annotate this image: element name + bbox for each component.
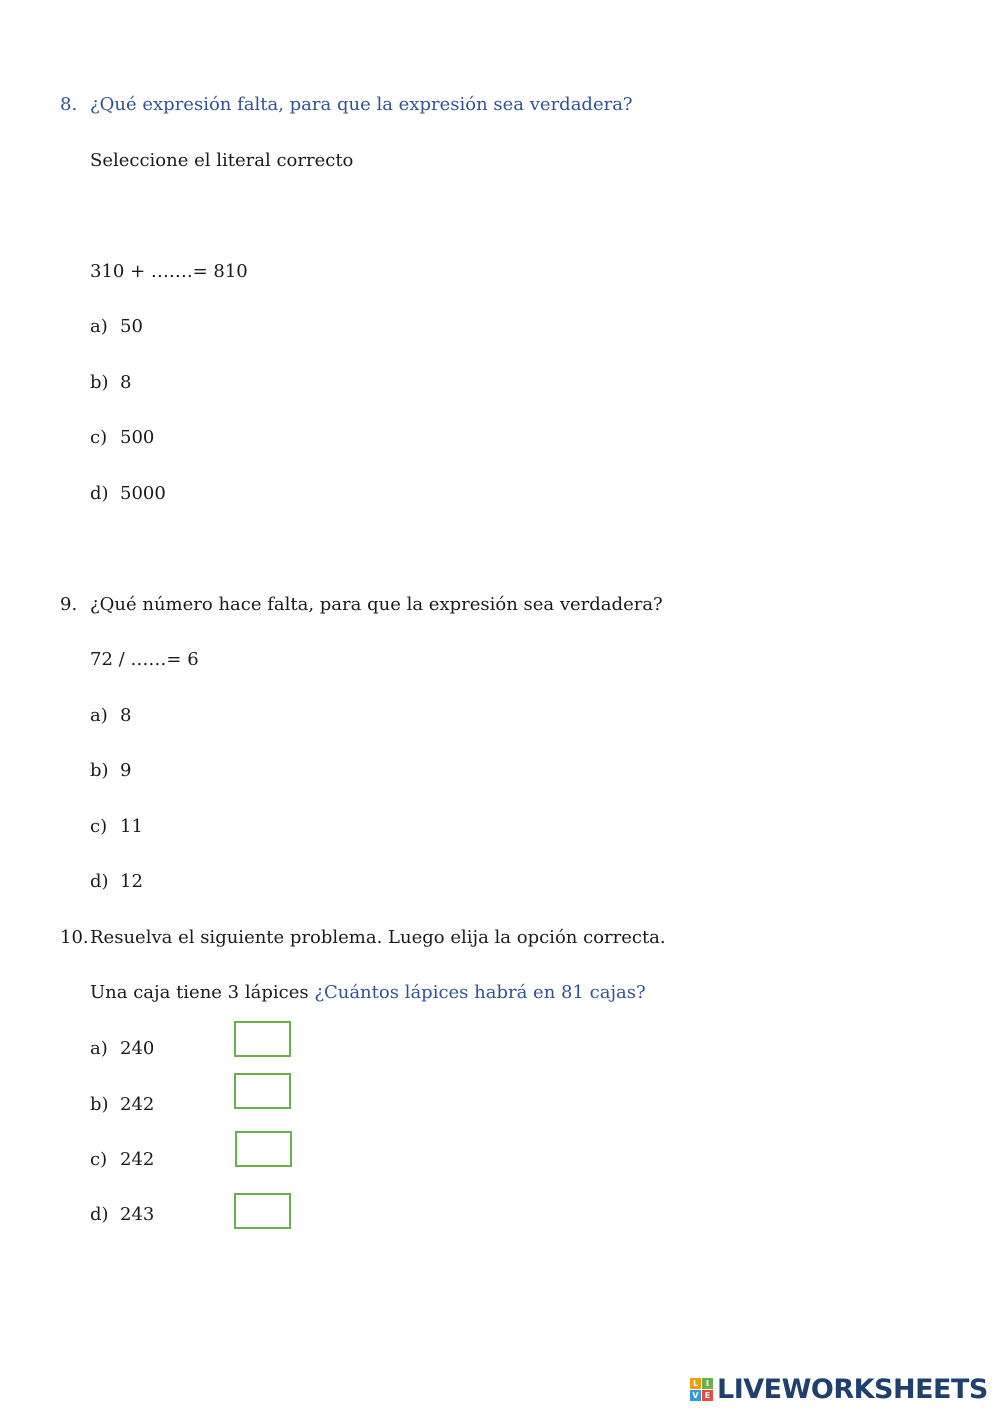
question-8-option-c[interactable] <box>90 427 154 449</box>
option-letter: a) <box>90 1038 108 1059</box>
option-value: 243 <box>120 1204 155 1225</box>
question-8-text: ¿Qué expresión falta, para que la expresión sea verdadera? <box>90 94 633 115</box>
question-9-option-b[interactable] <box>90 760 131 782</box>
logo-mark-i: I <box>702 1378 713 1389</box>
option-letter: c) <box>90 1149 108 1170</box>
question-9 <box>60 594 663 616</box>
question-10 <box>60 927 666 949</box>
question-8-option-b[interactable] <box>90 372 131 394</box>
option-value: 242 <box>120 1149 155 1170</box>
option-letter: c) <box>90 816 108 837</box>
question-10-option-a <box>90 1038 154 1060</box>
logo-mark-e: E <box>702 1390 713 1401</box>
question-8-expression: 310 + …….= 810 <box>90 261 248 282</box>
question-9-option-c[interactable] <box>90 816 143 838</box>
question-8-instruction: Seleccione el literal correcto <box>90 150 354 171</box>
option-letter: b) <box>90 372 109 393</box>
question-10-statement <box>90 982 646 1004</box>
question-10-option-d <box>90 1204 154 1226</box>
question-8 <box>60 94 633 116</box>
option-value: 500 <box>120 427 155 448</box>
answer-box-a[interactable] <box>234 1021 291 1057</box>
option-value: 5000 <box>120 483 166 504</box>
option-letter: a) <box>90 316 108 337</box>
option-value: 12 <box>120 871 143 892</box>
option-value: 242 <box>120 1094 155 1115</box>
question-10-statement-text: Una caja tiene 3 lápices <box>90 982 315 1003</box>
question-9-expression: 72 / ……= 6 <box>90 649 199 670</box>
option-value: 8 <box>120 705 132 726</box>
question-9-option-a[interactable] <box>90 705 131 727</box>
question-8-option-a[interactable] <box>90 316 143 338</box>
answer-box-c[interactable] <box>235 1131 292 1167</box>
option-letter: d) <box>90 483 109 504</box>
liveworksheets-logo <box>690 1373 988 1405</box>
logo-mark-l: L <box>690 1378 701 1389</box>
option-value: 8 <box>120 372 132 393</box>
question-9-option-d[interactable] <box>90 871 143 893</box>
liveworksheets-logo-icon <box>690 1378 713 1401</box>
liveworksheets-logo-text: LIVEWORKSHEETS <box>717 1373 988 1405</box>
option-letter: d) <box>90 1204 109 1225</box>
option-value: 11 <box>120 816 143 837</box>
option-letter: b) <box>90 1094 109 1115</box>
option-letter: d) <box>90 871 109 892</box>
question-10-number: 10. <box>60 927 89 948</box>
option-value: 50 <box>120 316 143 337</box>
question-10-option-c <box>90 1149 154 1171</box>
option-value: 9 <box>120 760 132 781</box>
question-10-statement-question: ¿Cuántos lápices habrá en 81 cajas? <box>314 982 646 1003</box>
question-9-number: 9. <box>60 594 78 615</box>
question-8-option-d[interactable] <box>90 483 166 505</box>
logo-mark-v: V <box>690 1390 701 1401</box>
answer-box-d[interactable] <box>234 1193 291 1229</box>
answer-box-b[interactable] <box>234 1073 291 1109</box>
option-value: 240 <box>120 1038 155 1059</box>
option-letter: a) <box>90 705 108 726</box>
question-10-text: Resuelva el siguiente problema. Luego elija la opción correcta. <box>90 927 666 948</box>
option-letter: c) <box>90 427 108 448</box>
question-10-option-b <box>90 1094 154 1116</box>
question-8-number: 8. <box>60 94 78 115</box>
question-9-text: ¿Qué número hace falta, para que la expresión sea verdadera? <box>90 594 663 615</box>
option-letter: b) <box>90 760 109 781</box>
